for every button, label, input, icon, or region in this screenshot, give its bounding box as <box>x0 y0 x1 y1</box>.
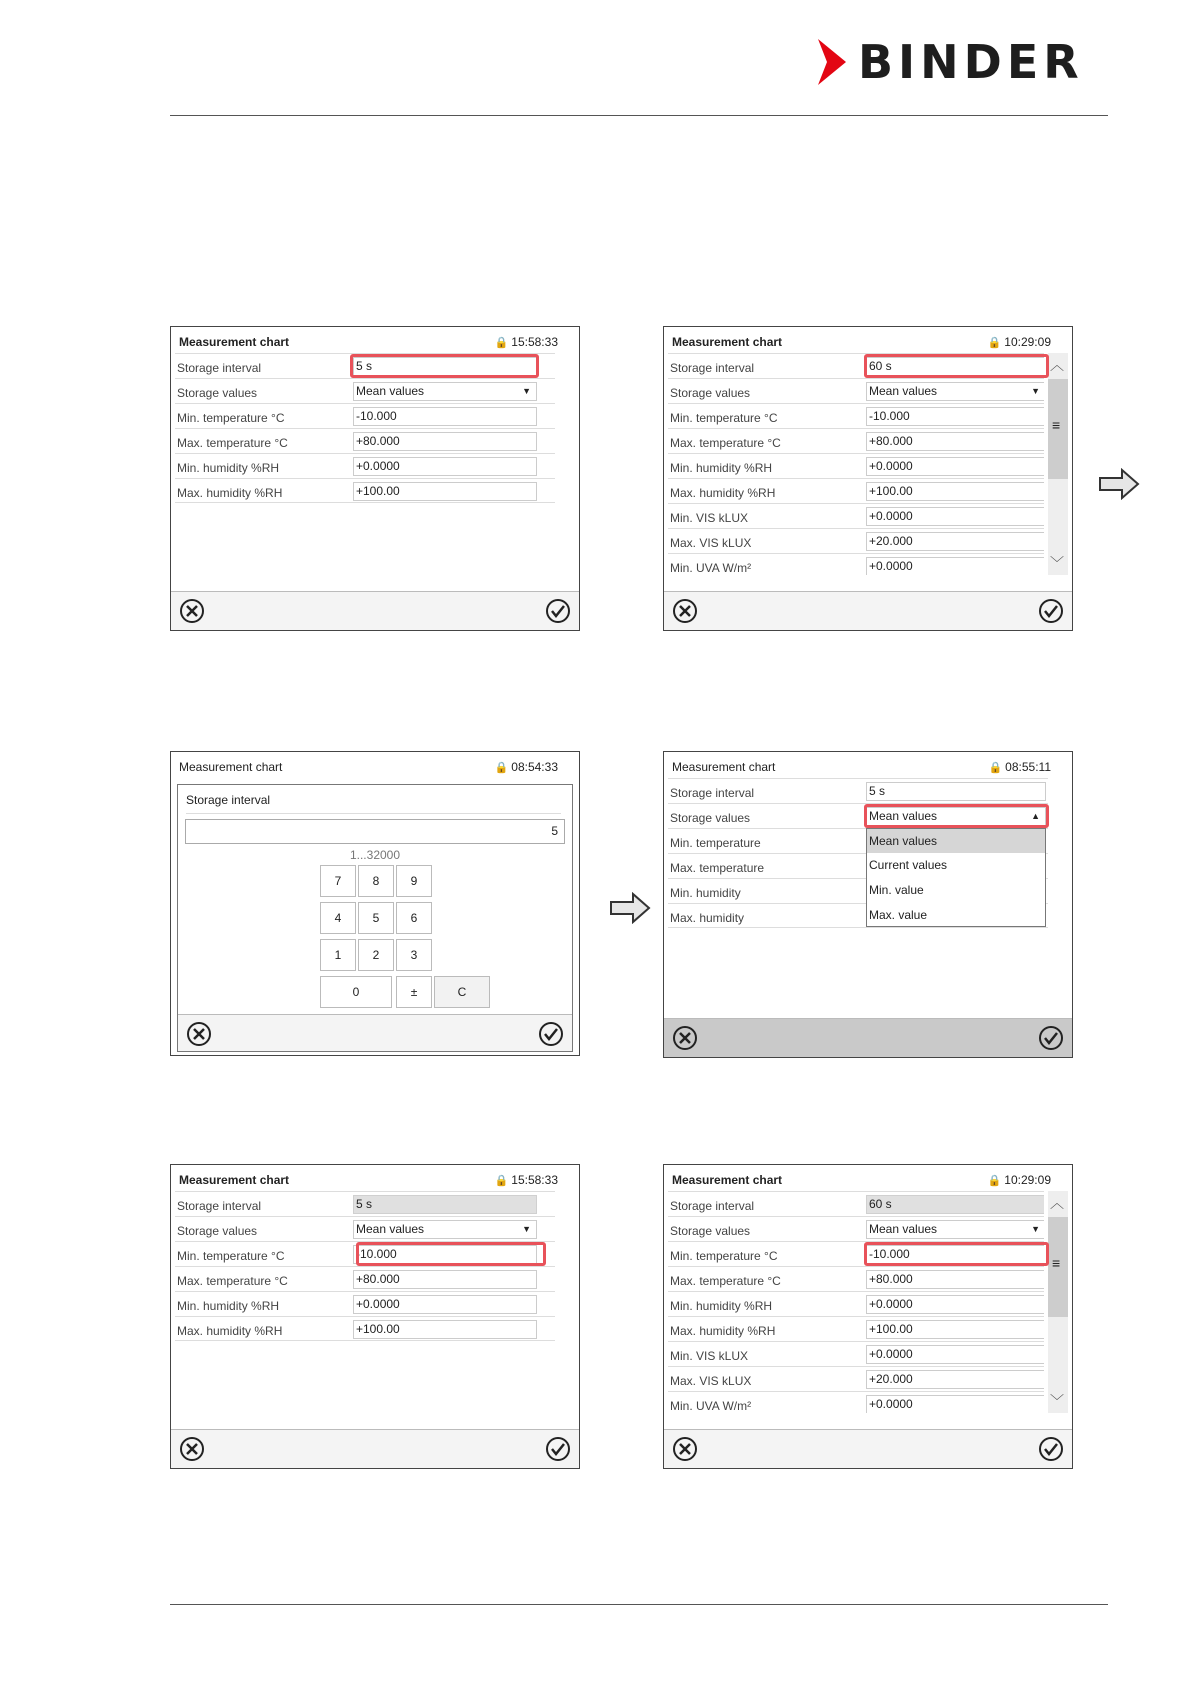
grip-icon: ≡ <box>1052 1255 1061 1271</box>
max-vis-field[interactable]: +20.000 <box>866 532 1044 551</box>
panel-clock: 🔒 15:58:33 <box>494 1173 558 1187</box>
dialog-title: Storage interval <box>186 793 561 814</box>
max-humidity-field[interactable]: +100.00 <box>353 1320 537 1339</box>
panel-clock: 🔒 08:54:33 <box>494 760 558 774</box>
max-temp-field[interactable]: +80.000 <box>866 1270 1044 1289</box>
panel-title: Measurement chart <box>179 760 283 774</box>
row-max-temp: Max. temperature °C +80.000 <box>668 428 1044 453</box>
row-storage-values: Storage values Mean values ▼ <box>668 378 1044 403</box>
storage-values-options <box>866 828 1046 927</box>
row-list <box>664 353 1044 575</box>
arrow-right-icon <box>1098 468 1140 500</box>
storage-values-select[interactable]: Mean values ▼ <box>866 1220 1044 1239</box>
cancel-icon[interactable] <box>672 598 698 624</box>
row-min-humidity: Min. humidity <box>668 878 1048 903</box>
chevron-down-icon: ▼ <box>522 386 531 396</box>
row-min-vis: Min. VIS kLUX +0.0000 <box>668 1341 1044 1366</box>
panel-clock: 🔒 10:29:09 <box>987 1173 1051 1187</box>
grip-icon: ≡ <box>1052 417 1061 433</box>
max-humidity-field[interactable]: +100.00 <box>866 1320 1044 1339</box>
panel-footer <box>171 1429 579 1468</box>
panel-clock: 🔒 10:29:09 <box>987 335 1051 349</box>
row-max-vis: Max. VIS kLUX +20.000 <box>668 528 1044 553</box>
row-min-temp: Min. temperature °C -10.000 <box>175 403 555 428</box>
row-max-humidity: Max. humidity %RH +100.00 <box>668 478 1044 503</box>
confirm-icon[interactable] <box>545 598 571 624</box>
row-max-temp: Max. temperature <box>668 853 1048 878</box>
confirm-icon[interactable] <box>1038 1025 1064 1051</box>
panel-numeric-keypad <box>170 751 580 1056</box>
keypad-dialog <box>177 784 573 1052</box>
panel-footer <box>664 1429 1072 1468</box>
header-rule <box>170 115 1108 116</box>
lock-icon: 🔒 <box>987 337 1002 349</box>
min-temp-field[interactable]: -10.000 <box>353 407 537 426</box>
key-6[interactable]: 6 <box>396 902 432 934</box>
key-8[interactable]: 8 <box>358 865 394 897</box>
scroll-down-icon[interactable]: ﹀ <box>1050 1393 1064 1409</box>
row-max-temp: Max. temperature °C +80.000 <box>668 1266 1044 1291</box>
panel-footer <box>171 591 579 630</box>
arrow-right-icon <box>609 892 651 924</box>
storage-interval-field[interactable]: 60 s <box>866 1195 1044 1214</box>
chevron-down-icon: ▼ <box>522 1224 531 1234</box>
max-humidity-field[interactable]: +100.00 <box>353 482 537 501</box>
panel-min-temp-basic <box>170 1164 580 1469</box>
row-max-vis: Max. VIS kLUX +20.000 <box>668 1366 1044 1391</box>
min-humidity-field[interactable]: +0.0000 <box>353 457 537 476</box>
row-max-temp: Max. temperature °C +80.000 <box>175 428 555 453</box>
storage-interval-field[interactable]: 5 s <box>353 357 537 376</box>
panel-title: Measurement chart <box>179 1173 290 1187</box>
storage-interval-field[interactable]: 60 s <box>866 357 1044 376</box>
row-min-temp: Min. temperature °C -10.000 <box>175 1241 555 1266</box>
storage-interval-field[interactable]: 5 s <box>353 1195 537 1214</box>
option-max-value[interactable]: Max. value <box>869 908 928 922</box>
key-7[interactable]: 7 <box>320 865 356 897</box>
min-vis-field[interactable]: +0.0000 <box>866 507 1044 526</box>
panel-footer <box>664 1018 1072 1057</box>
row-list <box>664 1191 1044 1413</box>
max-temp-field[interactable]: +80.000 <box>353 1270 537 1289</box>
row-min-humidity: Min. humidity %RH +0.0000 <box>668 453 1044 478</box>
key-0[interactable]: 0 <box>320 976 392 1008</box>
option-min-value[interactable]: Min. value <box>869 883 924 897</box>
row-min-uva: Min. UVA W/m² +0.0000 <box>668 1391 1044 1413</box>
value-range: 1...32000 <box>349 848 401 862</box>
row-max-humidity: Max. humidity <box>668 903 1048 928</box>
panel-title: Measurement chart <box>672 760 776 774</box>
key-4[interactable]: 4 <box>320 902 356 934</box>
min-vis-field[interactable]: +0.0000 <box>866 1345 1044 1364</box>
row-min-temp: Min. temperature °C -10.000 <box>668 403 1044 428</box>
storage-values-select[interactable]: Mean values ▼ <box>353 382 537 401</box>
max-vis-field[interactable]: +20.000 <box>866 1370 1044 1389</box>
confirm-icon[interactable] <box>1038 1436 1064 1462</box>
highlight-frame <box>356 1242 546 1266</box>
cancel-icon[interactable] <box>179 598 205 624</box>
confirm-icon[interactable] <box>538 1021 564 1047</box>
panel-footer <box>664 591 1072 630</box>
panel-clock: 🔒 15:58:33 <box>494 335 558 349</box>
option-current-values[interactable]: Current values <box>869 858 948 872</box>
scrollbar[interactable] <box>1048 353 1068 575</box>
row-storage-interval: Storage interval 60 s <box>668 353 1044 378</box>
key-9[interactable]: 9 <box>396 865 432 897</box>
panel-title: Measurement chart <box>672 1173 783 1187</box>
key-clear[interactable]: C <box>434 976 490 1008</box>
key-3[interactable]: 3 <box>396 939 432 971</box>
binder-logo <box>818 35 1084 89</box>
row-storage-interval: Storage interval 5 s <box>668 778 1048 803</box>
row-storage-interval: Storage interval 5 s <box>175 1191 555 1216</box>
row-min-temp: Min. temperature <box>668 828 1048 853</box>
min-uva-field[interactable]: +0.0000 <box>866 1395 1044 1413</box>
chevron-up-icon: ▲ <box>1031 811 1040 821</box>
min-humidity-field[interactable]: +0.0000 <box>866 457 1044 476</box>
logo-text: BINDER <box>858 35 1084 89</box>
highlight-frame <box>864 1242 1049 1266</box>
min-uva-field[interactable]: +0.0000 <box>866 557 1044 575</box>
lock-icon: 🔒 <box>988 762 1003 774</box>
cancel-icon[interactable] <box>186 1021 212 1047</box>
row-storage-values: Storage values Mean values ▼ <box>175 1216 555 1241</box>
storage-values-select[interactable]: Mean values ▲ <box>866 807 1046 826</box>
logo-chevron-icon <box>818 39 846 85</box>
option-mean-values[interactable]: Mean values <box>867 829 1045 853</box>
panel-storage-interval-extended <box>663 326 1073 631</box>
panel-title: Measurement chart <box>179 335 290 349</box>
row-storage-interval: Storage interval 5 s <box>175 353 555 378</box>
key-5[interactable]: 5 <box>358 902 394 934</box>
cancel-icon[interactable] <box>672 1025 698 1051</box>
scroll-up-icon[interactable]: ︿ <box>1050 357 1064 373</box>
panel-storage-interval-basic <box>170 326 580 631</box>
row-min-uva: Min. UVA W/m² +0.0000 <box>668 553 1044 575</box>
row-min-humidity: Min. humidity %RH +0.0000 <box>175 1291 555 1316</box>
row-max-humidity: Max. humidity %RH +100.00 <box>668 1316 1044 1341</box>
row-min-temp: Min. temperature °C -10.000 <box>668 1241 1044 1266</box>
row-min-vis: Min. VIS kLUX +0.0000 <box>668 503 1044 528</box>
footer-rule <box>170 1604 1108 1605</box>
storage-values-select[interactable]: Mean values ▼ <box>353 1220 537 1239</box>
row-storage-values: Storage values Mean values ▲ <box>668 803 1048 828</box>
min-temp-field[interactable]: -10.000 <box>866 1245 1044 1264</box>
max-temp-field[interactable]: +80.000 <box>353 432 537 451</box>
lock-icon: 🔒 <box>494 337 509 349</box>
row-min-humidity: Min. humidity %RH +0.0000 <box>175 453 555 478</box>
cancel-icon[interactable] <box>672 1436 698 1462</box>
highlight-frame <box>350 354 539 378</box>
lock-icon: 🔒 <box>494 762 509 774</box>
row-max-humidity: Max. humidity %RH +100.00 <box>175 478 555 503</box>
lock-icon: 🔒 <box>987 1175 1002 1187</box>
panel-title: Measurement chart <box>672 335 783 349</box>
row-storage-values: Storage values Mean values ▼ <box>175 378 555 403</box>
row-max-humidity: Max. humidity %RH +100.00 <box>175 1316 555 1341</box>
min-temp-field[interactable]: -10.000 <box>866 407 1044 426</box>
min-temp-field[interactable]: -10.000 <box>353 1245 537 1264</box>
scrollbar[interactable] <box>1048 1191 1068 1413</box>
lock-icon: 🔒 <box>494 1175 509 1187</box>
scroll-thumb[interactable] <box>1048 379 1068 479</box>
value-input[interactable]: 5 <box>185 819 565 844</box>
chevron-down-icon: ▼ <box>1031 1224 1040 1234</box>
panel-min-temp-extended <box>663 1164 1073 1469</box>
key-plus-minus[interactable]: ± <box>396 976 432 1008</box>
panel-clock: 🔒 08:55:11 <box>988 760 1051 774</box>
highlight-frame <box>864 354 1049 378</box>
row-storage-values: Storage values Mean values ▼ <box>668 1216 1044 1241</box>
panel-storage-values-dropdown <box>663 751 1073 1058</box>
scroll-thumb[interactable] <box>1048 1217 1068 1317</box>
max-humidity-field[interactable]: +100.00 <box>866 482 1044 501</box>
row-max-temp: Max. temperature °C +80.000 <box>175 1266 555 1291</box>
storage-interval-field[interactable]: 5 s <box>866 782 1046 801</box>
scroll-down-icon[interactable]: ﹀ <box>1050 555 1064 571</box>
storage-values-select[interactable]: Mean values ▼ <box>866 382 1044 401</box>
key-2[interactable]: 2 <box>358 939 394 971</box>
cancel-icon[interactable] <box>179 1436 205 1462</box>
min-humidity-field[interactable]: +0.0000 <box>353 1295 537 1314</box>
chevron-down-icon: ▼ <box>1031 386 1040 396</box>
key-1[interactable]: 1 <box>320 939 356 971</box>
min-humidity-field[interactable]: +0.0000 <box>866 1295 1044 1314</box>
scroll-up-icon[interactable]: ︿ <box>1050 1195 1064 1211</box>
max-temp-field[interactable]: +80.000 <box>866 432 1044 451</box>
row-min-humidity: Min. humidity %RH +0.0000 <box>668 1291 1044 1316</box>
highlight-frame <box>864 804 1049 828</box>
row-storage-interval: Storage interval 60 s <box>668 1191 1044 1216</box>
dialog-footer <box>178 1014 572 1051</box>
confirm-icon[interactable] <box>1038 598 1064 624</box>
confirm-icon[interactable] <box>545 1436 571 1462</box>
